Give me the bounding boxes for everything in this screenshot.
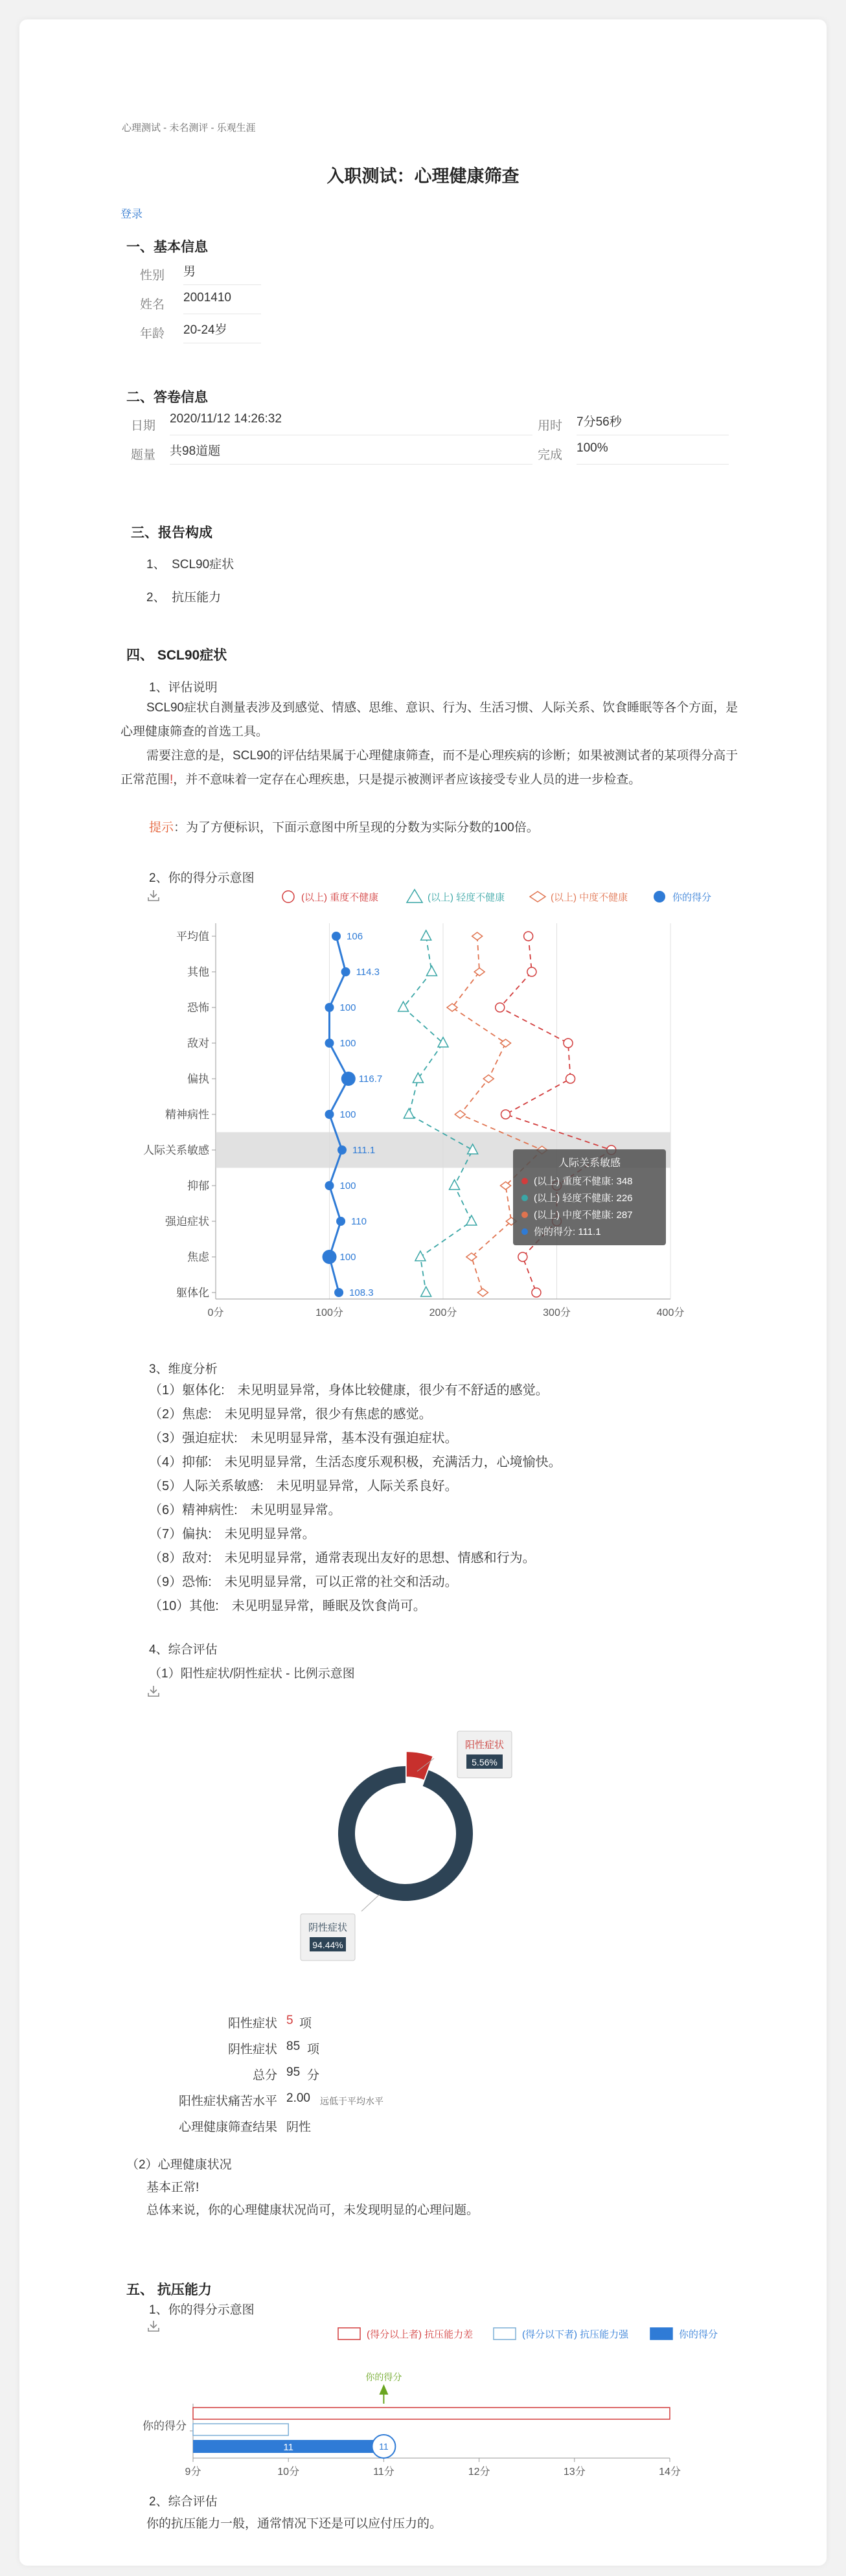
score-point <box>334 1288 343 1297</box>
mild-point <box>421 930 431 940</box>
date-text: 2020/11/12 14:26:32 <box>170 412 282 426</box>
x-tick-label: 100分 <box>315 1307 343 1318</box>
status-line1: 基本正常! <box>146 2181 200 2194</box>
pie-chart <box>19 1704 827 1976</box>
moderate-point <box>483 1075 494 1083</box>
data-label: 100 <box>339 1109 356 1120</box>
scl90-sub3: 3、维度分析 <box>149 1363 218 1376</box>
stat-value: 阴性 <box>286 2121 312 2134</box>
score-point <box>325 1181 334 1190</box>
bar-strong <box>193 2424 288 2435</box>
moderate-point <box>477 1289 488 1296</box>
data-label: 116.7 <box>358 1074 383 1085</box>
y-tick-label: 平均值 <box>176 930 209 943</box>
stat-row <box>19 2040 827 2065</box>
data-label: 100 <box>339 1002 356 1013</box>
score-point <box>325 1110 334 1119</box>
score-point <box>325 1003 334 1012</box>
data-label: 114.3 <box>356 967 380 978</box>
tooltip-row: 你的得分: 111.1 <box>534 1226 601 1237</box>
x-tick-label: 200分 <box>429 1307 457 1318</box>
page-title: 入职测试：心理健康筛查 <box>326 167 520 186</box>
legend-label: (以上) 重度不健康 <box>301 892 379 903</box>
legend-swatch <box>650 2328 672 2340</box>
stat-label: 阳性症状 <box>227 2017 277 2030</box>
severe-point <box>566 1074 575 1083</box>
y-tick-label: 躯体化 <box>176 1287 209 1299</box>
data-label: 111.1 <box>352 1145 376 1156</box>
dim-item: （8）敌对: 未见明显异常，通常表现出友好的思想、情感和行为。 <box>149 1551 536 1565</box>
legend-label: 你的得分 <box>672 892 712 903</box>
time-label: 用时 <box>538 419 563 433</box>
severe-point <box>496 1003 505 1012</box>
gender-value <box>183 262 261 285</box>
para2-text-a: 需要注意的是，SCL90的评估结果属于心理健康筛查，而不是心理疾病的诊断；如果被测试者的某项得分高于正常范围 <box>120 749 738 787</box>
gender-text: 男 <box>183 265 196 279</box>
tooltip-dot <box>521 1212 528 1218</box>
age-value <box>183 320 261 343</box>
x-tick-label: 300分 <box>543 1307 571 1318</box>
stress-eval: 你的抗压能力一般，通常情况下还是可以应付压力的。 <box>146 2517 442 2531</box>
dim-item: （4）抑郁: 未见明显异常，生活态度乐观积极，充满活力，心境愉快。 <box>149 1455 562 1469</box>
stress-sub2: 2、综合评估 <box>149 2495 218 2509</box>
x-tick-label: 10分 <box>277 2467 300 2478</box>
x-tick-label: 11分 <box>373 2467 394 2478</box>
stat-unit: 分 <box>307 2069 320 2082</box>
basic-heading: 一、基本信息 <box>126 240 208 255</box>
name-value <box>183 291 261 314</box>
stat-unit: 项 <box>299 2017 312 2030</box>
y-tick-label: 焦虑 <box>187 1251 209 1263</box>
x-tick-label: 12分 <box>468 2467 490 2478</box>
y-tick-label: 其他 <box>187 966 209 978</box>
score-point <box>337 1145 347 1155</box>
y-tick-label: 恐怖 <box>187 1002 209 1014</box>
mild-point <box>404 1109 414 1118</box>
done-text: 100% <box>577 441 608 455</box>
tooltip-dot <box>521 1178 528 1184</box>
y-tick-label: 强迫症状 <box>165 1215 209 1228</box>
dim-item: （3）强迫症状: 未见明显异常，基本没有强迫症状。 <box>149 1431 458 1445</box>
age-text: 20-24岁 <box>183 323 227 337</box>
report-card <box>19 19 827 2566</box>
done-label: 完成 <box>538 448 563 462</box>
report-heading: 三、报告构成 <box>131 525 212 540</box>
x-tick-label: 0分 <box>207 1307 224 1318</box>
dim-item: （1）躯体化: 未见明显异常，身体比较健康，很少有不舒适的感觉。 <box>149 1383 549 1397</box>
dim-item: （9）恐怖: 未见明显异常，可以正常的社交和活动。 <box>149 1575 458 1589</box>
bar-score-label: 11 <box>283 2442 293 2453</box>
dim-item: （10）其他: 未见明显异常，睡眠及饮食尚可。 <box>149 1599 426 1613</box>
neg-leader <box>361 1894 380 1911</box>
stat-label: 阳性症状痛苦水平 <box>178 2095 277 2108</box>
x-tick-label: 13分 <box>563 2467 586 2478</box>
bar-poor <box>193 2408 670 2419</box>
mild-point <box>450 1180 460 1190</box>
score-circle-label: 11 <box>379 2441 389 2452</box>
moderate-point <box>474 968 485 976</box>
login-link[interactable]: 登录 <box>120 208 143 220</box>
stress-sub1: 1、你的得分示意图 <box>149 2303 255 2317</box>
stat-row <box>19 2091 827 2117</box>
y-tick-label: 敌对 <box>187 1037 209 1050</box>
date-label: 日期 <box>131 419 156 433</box>
stat-row <box>19 2117 827 2143</box>
dim-item: （5）人际关系敏感: 未见明显异常，人际关系良好。 <box>149 1479 458 1493</box>
abnormal-mark: ! <box>170 773 174 787</box>
time-text: 7分56秒 <box>577 415 622 429</box>
score-point <box>336 1217 345 1226</box>
scl90-sub1: 1、评估说明 <box>149 681 218 695</box>
scl90-sub4: 4、综合评估 <box>149 1643 218 1657</box>
scl90-sub4b: （2）心理健康状况 <box>126 2158 232 2172</box>
stat-row <box>19 2014 827 2040</box>
count-value <box>170 441 532 465</box>
scl90-para2 <box>120 744 742 792</box>
neg-label: 阴性症状 <box>308 1922 348 1933</box>
stat-row <box>19 2065 827 2091</box>
tip-text: ：为了方便标识，下面示意图中所呈现的分数为实际分数的100倍。 <box>174 821 539 834</box>
data-label: 106 <box>347 931 363 942</box>
name-label: 姓名 <box>140 298 165 312</box>
mild-point <box>438 1037 448 1047</box>
severe-point <box>518 1252 527 1261</box>
stat-value: 85 <box>286 2040 301 2053</box>
legend-circle-icon <box>282 891 294 903</box>
report-item-scl90: 1、 SCL90症状 <box>146 558 234 571</box>
pie-slices <box>338 1752 473 1901</box>
legend-label: (以上) 中度不健康 <box>551 892 628 903</box>
legend-label: 你的得分 <box>679 2329 718 2340</box>
y-tick-label: 抑郁 <box>187 1180 209 1192</box>
stat-label: 总分 <box>252 2069 277 2082</box>
y-category-label: 你的得分 <box>143 2420 187 2432</box>
done-value <box>577 441 729 465</box>
gender-label: 性别 <box>140 269 165 282</box>
stat-label: 心理健康筛查结果 <box>178 2121 277 2134</box>
stat-label: 阴性症状 <box>227 2043 277 2056</box>
stress-body <box>143 2372 681 2478</box>
report-item-stress: 2、 抗压能力 <box>146 591 222 604</box>
stress-heading: 五、 抗压能力 <box>126 2283 212 2297</box>
scl90-grid <box>143 923 684 1318</box>
data-label: 100 <box>339 1252 356 1263</box>
stress-chart <box>19 2319 827 2481</box>
dim-item: （6）精神病性: 未见明显异常。 <box>149 1503 341 1517</box>
legend-label: (得分以下者) 抗压能力强 <box>522 2329 629 2340</box>
pos-pct: 5.56% <box>472 1757 497 1767</box>
stat-value: 5 <box>286 2014 293 2027</box>
stress-legend <box>338 2328 718 2340</box>
score-marker-label: 你的得分 <box>365 2372 402 2382</box>
severe-point <box>501 1110 510 1119</box>
legend-label: (以上) 轻度不健康 <box>428 892 505 903</box>
y-tick-label: 精神病性 <box>165 1109 209 1121</box>
time-value <box>577 412 729 435</box>
mild-point <box>466 1215 477 1225</box>
legend-swatch <box>494 2328 516 2340</box>
name-text: 2001410 <box>183 291 231 305</box>
mild-point <box>426 966 437 976</box>
scl90-labels <box>340 931 383 1298</box>
stat-unit: 远低于平均水平 <box>320 2096 383 2106</box>
tooltip-row: (以上) 中度不健康: 287 <box>534 1210 633 1221</box>
tooltip-dot <box>521 1228 528 1235</box>
download-icon[interactable] <box>146 1685 161 1701</box>
count-label: 题量 <box>131 448 156 462</box>
severe-point <box>564 1039 573 1048</box>
mild-point <box>421 1287 431 1296</box>
scl90-chart <box>19 881 827 1335</box>
status-line2: 总体来说，你的心理健康状况尚可，未发现明显的心理问题。 <box>146 2203 479 2217</box>
legend-triangle-icon <box>407 890 422 903</box>
age-label: 年龄 <box>140 327 165 341</box>
mild-point <box>415 1251 426 1261</box>
scl90-legend <box>282 890 711 903</box>
legend-label: (得分以上者) 抗压能力差 <box>367 2329 474 2340</box>
tooltip-row: (以上) 轻度不健康: 226 <box>534 1193 633 1204</box>
scl90-sub2: 2、你的得分示意图 <box>149 871 255 885</box>
x-tick-label: 9分 <box>185 2467 201 2478</box>
pos-label: 阳性症状 <box>464 1740 505 1751</box>
scl90-sub4a: （1）阳性症状/阴性症状 - 比例示意图 <box>149 1667 355 1681</box>
tooltip-row: (以上) 重度不健康: 348 <box>534 1176 633 1187</box>
dim-item: （2）焦虑: 未见明显异常，很少有焦虑的感觉。 <box>149 1407 432 1421</box>
pie-slice <box>338 1766 473 1901</box>
legend-swatch <box>338 2328 360 2340</box>
data-label: 108.3 <box>349 1287 374 1298</box>
y-tick-label: 人际关系敏感 <box>143 1144 209 1156</box>
y-tick-label: 偏执 <box>187 1073 209 1085</box>
stat-value: 2.00 <box>286 2091 310 2105</box>
neg-label-box <box>301 1914 355 1961</box>
moderate-point <box>472 932 483 940</box>
score-point <box>341 967 350 976</box>
tip-label: 提示 <box>149 821 174 834</box>
severe-point <box>524 932 533 941</box>
data-label: 100 <box>339 1038 356 1049</box>
date-value <box>170 412 532 435</box>
stats-table <box>19 2014 827 2143</box>
tooltip-dot <box>521 1195 528 1201</box>
severe-point <box>527 967 536 976</box>
scl90-para1: SCL90症状自测量表涉及到感觉、情感、思维、意识、行为、生活习惯、人际关系、饮食睡眠等各个方面，是心理健康筛查的首选工具。 <box>120 701 738 739</box>
stat-value: 95 <box>286 2065 301 2079</box>
severe-point <box>532 1288 541 1297</box>
legend-dot-icon <box>654 891 665 903</box>
count-text: 共98道题 <box>170 444 221 458</box>
pos-label-box <box>457 1731 512 1778</box>
score-point <box>332 932 341 941</box>
x-tick-label: 400分 <box>656 1307 685 1318</box>
scl90-heading: 四、 SCL90症状 <box>126 648 227 663</box>
data-label: 100 <box>339 1180 356 1191</box>
dims-list <box>149 1379 562 1618</box>
moderate-point <box>455 1110 465 1118</box>
dim-item: （7）偏执: 未见明显异常。 <box>149 1527 315 1541</box>
moderate-point <box>501 1182 511 1190</box>
score-point <box>341 1072 356 1086</box>
scl90-tip <box>149 816 539 840</box>
score-marker-icon <box>379 2384 388 2395</box>
chart-tooltip <box>513 1149 666 1245</box>
stat-unit: 项 <box>307 2043 320 2056</box>
answer-heading: 二、答卷信息 <box>126 390 208 405</box>
x-tick-label: 14分 <box>659 2467 681 2478</box>
tooltip-title: 人际关系敏感 <box>558 1158 621 1169</box>
breadcrumb: 心理测试 - 未名测评 - 乐观生涯 <box>122 122 256 133</box>
score-point <box>323 1250 337 1264</box>
data-label: 110 <box>351 1216 367 1227</box>
para2-text-b: ，并不意味着一定存在心理疾患，只是提示被测评者应该接受专业人员的进一步检查。 <box>173 773 641 787</box>
legend-diamond-icon <box>530 891 545 902</box>
neg-pct: 94.44% <box>312 1940 343 1950</box>
score-point <box>325 1039 334 1048</box>
